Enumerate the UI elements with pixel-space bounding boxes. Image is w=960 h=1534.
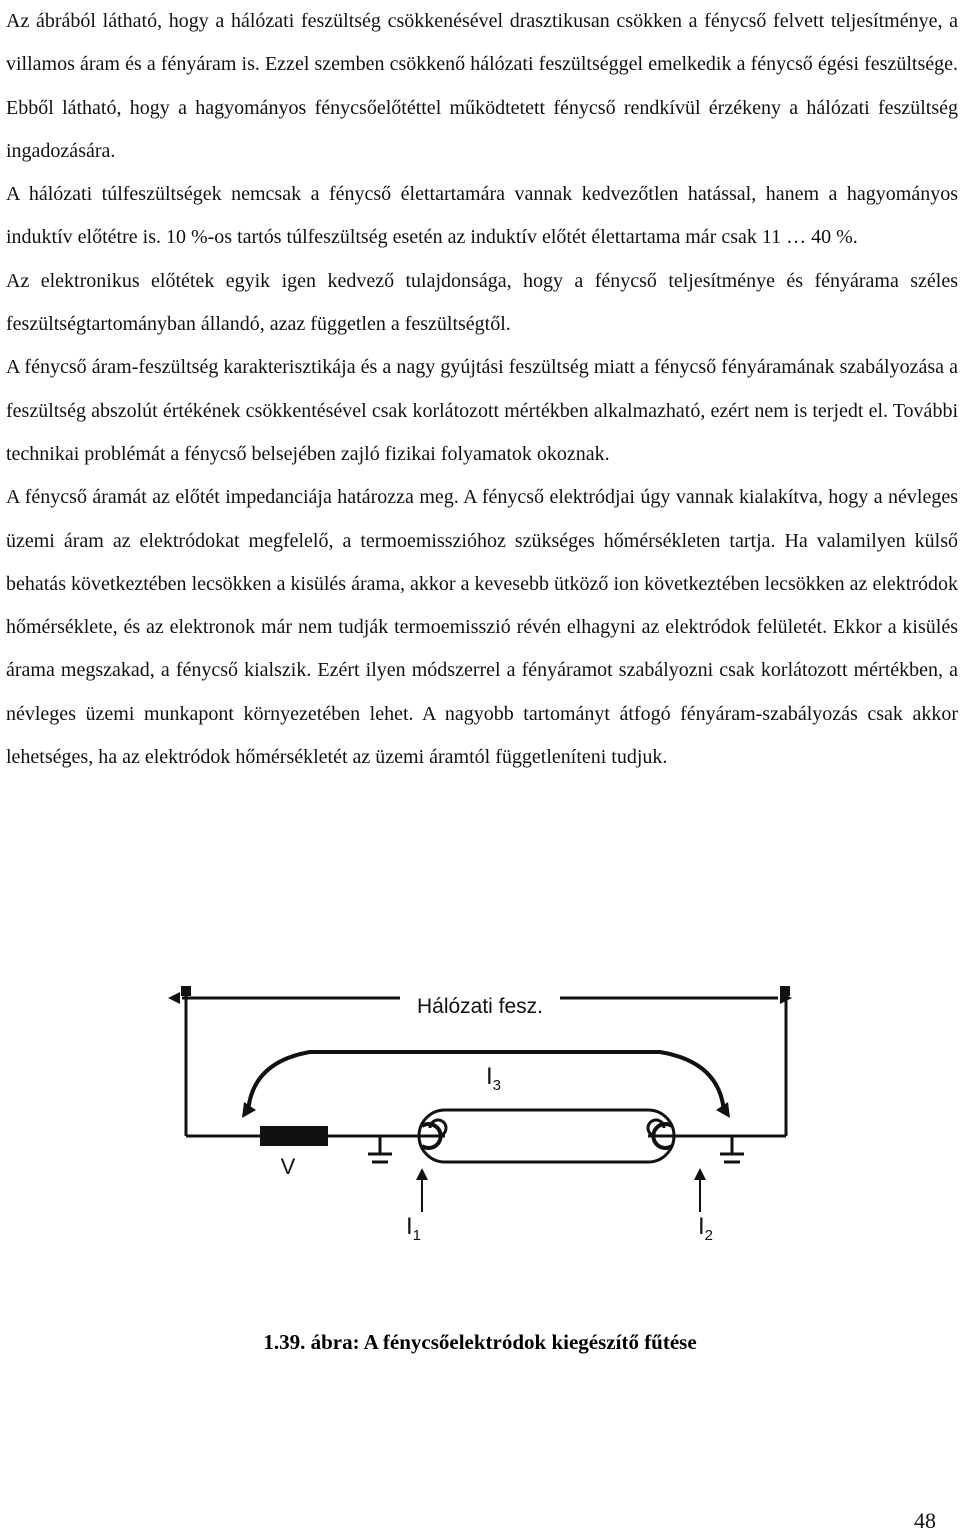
body-text	[6, 0, 958, 779]
paragraph: Az elektronikus előtétek egyik igen kedvező tulajdonsága, hogy a fénycső teljesítménye és fényárama széles feszültségtartományban állandó, azaz független a feszültségtől.	[6, 269, 958, 336]
paragraph: A hálózati túlfeszültségek nemcsak a fénycső élettartamára vannak kedvezőtlen hatással, hanem a hagyományos induktív előtétre is. 10 %-os tartós túlfeszültség esetén az induktív előtét élettartama már csak 11 … 40 %.	[6, 183, 958, 249]
electrode-right	[648, 1120, 672, 1148]
electrode-left	[422, 1120, 446, 1148]
figure-caption: 1.39. ábra: A fénycsőelektródok kiegészítő fűtése	[263, 1330, 697, 1354]
current-arrow-i2	[694, 1168, 706, 1212]
ballast-block	[260, 1126, 328, 1146]
capacitor-right	[720, 1136, 744, 1162]
paragraph: A fénycső áramát az előtét impedanciája határozza meg. A fénycső elektródjai úgy vannak kialakítva, hogy a névleges üzemi áram az elektródokat megfelelő, a termoemisszióhoz szükséges hőmérsékleten tartja. Ha valamilyen külső behatás következtében lecsökken a kisülés árama, akkor a kevesebb ütköző ion következtében lecsökken az elektródok hőmérséklete, és az elektronok már nem tudják termoemisszió révén elhagyni az elektródok felületét. Ekkor a kisülés árama megszakad, a fénycső kialszik. Ezért ilyen módszerrel a fényáramot szabályozni csak korlátozott mértékben, a névleges üzemi munkapont környezetében lehet. A nagyobb tartományt átfogó fényáram-szabályozás csak akkor lehetséges, ha az elektródok hőmérsékletét az üzemi áramtól függetleníteni tudjuk.	[6, 486, 958, 769]
circuit-diagram	[160, 980, 800, 1260]
current-label-i1: $I_1$	[406, 1213, 422, 1244]
current-label-i3: $I_3$	[486, 1063, 502, 1094]
paragraph: A fénycső áram-feszültség karakterisztikája és a nagy gyújtási feszültség miatt a fénycső fényáramának szabályozása a feszültség abszolút értékének csökkentésével csak korlátozott mértékben alkalmazható, ezért nem is terjedt el. További technikai problémát a fénycső belsejében zajló fizikai folyamatok okoznak.	[6, 356, 958, 465]
current-arrow-i1	[416, 1168, 428, 1212]
page-number: 48	[914, 1508, 936, 1533]
paragraph: Az ábrából látható, hogy a hálózati feszültség csökkenésével drasztikusan csökken a fénycső felvett teljesítménye, a villamos áram és a fényáram is. Ezzel szemben csökkenő hálózati feszültséggel emelkedik a fénycső égési feszültsége. Ebből látható, hogy a hagyományos fénycsőelőtéttel működtetett fénycső rendkívül érzékeny a hálózati feszültség ingadozására.	[6, 10, 958, 162]
ballast-label: V	[280, 1154, 296, 1179]
current-label-i2: $I_2$	[698, 1213, 714, 1244]
capacitor-left	[368, 1136, 392, 1162]
mains-voltage-label: Hálózati fesz.	[416, 995, 544, 1018]
fluorescent-tube	[419, 1110, 674, 1162]
